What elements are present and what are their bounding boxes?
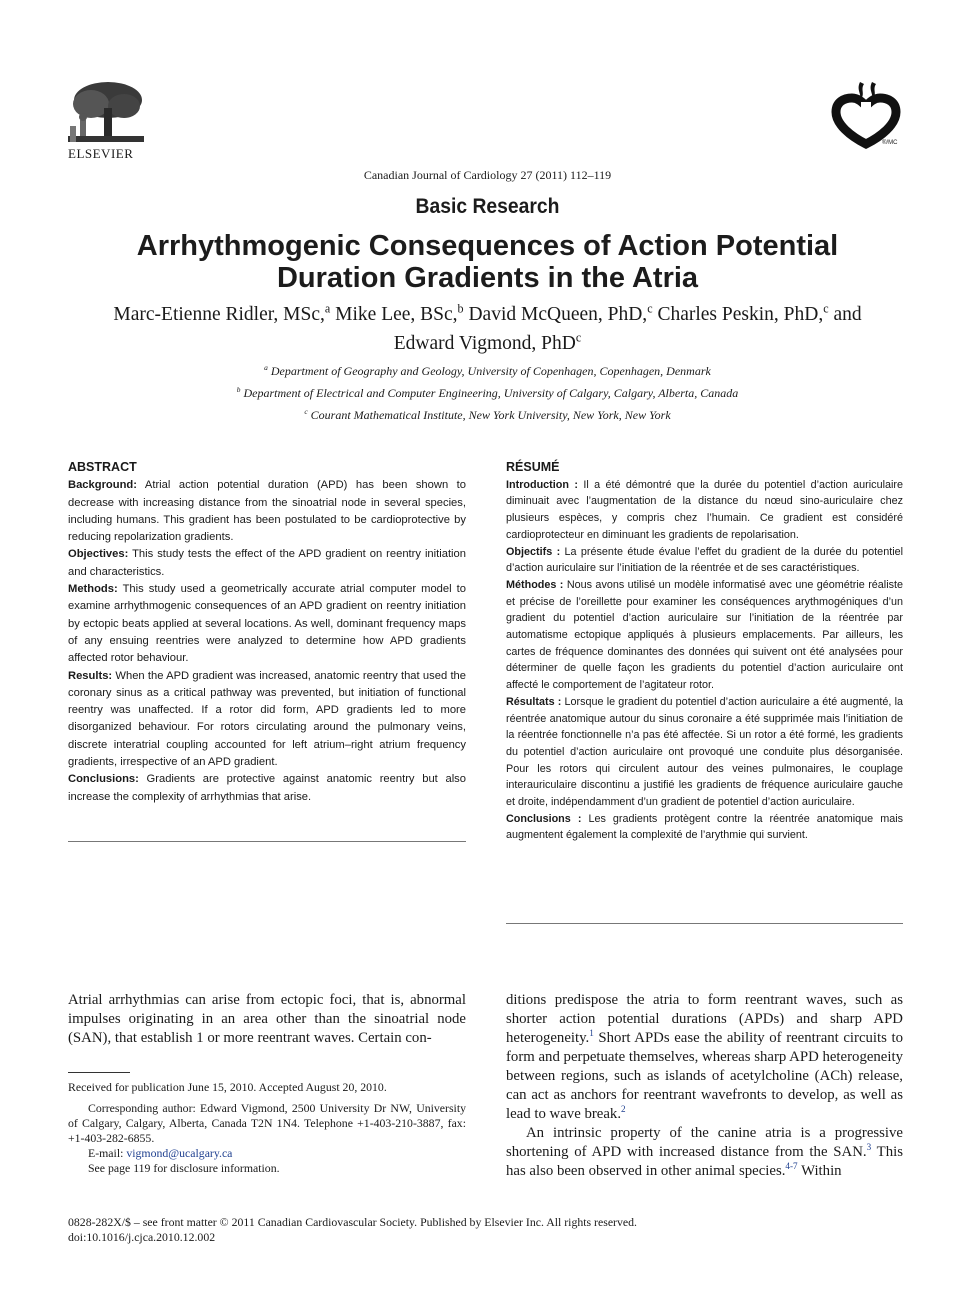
author: Edward Vigmond, PhD$^c$ (393, 330, 582, 354)
resume-heading: RÉSUMÉ (506, 460, 560, 474)
email-line: E-mail: vigmond@ucalgary.ca (88, 1146, 233, 1160)
footnote-rule (68, 1072, 130, 1073)
body-paragraph: Atrial arrhythmias can arise from ectopic foci, that is, abnormal impulses originating in an area other than the sinoatrial node (SAN), that establish 1 or more reentrant waves. Certain con- (68, 992, 466, 1046)
abstract-background: Background: Atrial action potential duration (APD) has been shown to decrease with increasing distance from the sinoatrial node in several species, including humans. This gradient has been postulated to be cardioprotective by reducing repolarization gradients. (68, 479, 466, 544)
corresponding-author: Corresponding author: Edward Vigmond, 2500 University Dr NW, University of Calgary, Calgary, Alberta, Canada T2N 1N4. Telephone +1-403-210-3887, fax: +1-403-282-6855. (68, 1101, 466, 1145)
journal-citation: Canadian Journal of Cardiology 27 (2011) 112–119 (363, 168, 612, 182)
abstract-section (68, 459, 466, 806)
doi-line: doi:10.1016/j.cjca.2010.12.002 (68, 1230, 216, 1244)
resume-conclusions: Conclusions : Les gradients protègent contre la réentrée anatomique mais augmentent également la complexité de l’arythmie qui survient. (506, 812, 903, 842)
publisher-name: ELSEVIER (68, 146, 134, 161)
body-paragraph: An intrinsic property of the canine atria is a progressive shortening of APD with increased distance from the SAN.$^3$ This has also been observed in other animal species.$^{4-7}$ Within (506, 1125, 903, 1179)
author: Marc-Etienne Ridler, MSc,$^a$ (113, 301, 331, 325)
abstract-divider (68, 841, 466, 842)
abstract-heading: ABSTRACT (68, 460, 137, 474)
tree-logo-graphic (66, 80, 146, 146)
reference-link[interactable]: 2 (621, 1104, 626, 1115)
resume-divider (506, 923, 903, 924)
author: Mike Lee, BSc,$^b$ (335, 301, 464, 325)
resume-section (506, 459, 903, 844)
author: Charles Peskin, PhD,$^c$ and (657, 301, 862, 325)
abstract-methods: Methods: This study used a geometrically accurate atrial computer model to examine arrhythmogenic consequences of an APD gradient on reentry initiation by ectopic beats applied at several locations. As well, dominant frequency maps of any ensuing reentries were analyzed to determine how APD gradients affected rotor behaviour. (68, 583, 466, 665)
copyright-line: 0828-282X/$ – see front matter © 2011 Canadian Cardiovascular Society. Published by Elsevier Inc. All rights reserved. (68, 1215, 637, 1229)
affiliation-a: $^a$ Department of Geography and Geology, University of Copenhagen, Copenhagen, Denmark (264, 363, 711, 378)
society-logo-mark: ®/MC (882, 140, 898, 146)
article-section-label: Basic Research (415, 195, 560, 218)
email-link[interactable]: vigmond@ucalgary.ca (126, 1146, 233, 1160)
page-footer (68, 1215, 637, 1245)
resume-introduction: Introduction : Il a été démontré que la durée du potentiel d’action auriculaire diminuait avec l’augmentation de la distance du nœud sino-auriculaire chez plusieurs espèces, y compris chez l’humain. Ce gradient est considéré cardioprotecteur en diminuant les gradients de repolarisation. (506, 478, 903, 541)
author: David McQueen, PhD,$^c$ (468, 301, 653, 325)
body-column-right (506, 991, 903, 1181)
article-title: Arrhythmogenic Consequences of Action Potential Duration Gradients in the Atria (136, 230, 839, 294)
abstract-results: Results: When the APD gradient was increased, anatomic reentry that used the coronary sinus as a critical pathway was prevented, but initiation of functional reentry was unaffected. If a rotor did form, APD gradients led to more disorganized behaviour. For rotors circulating around the pulmonary veins, discrete interatrial coupling accounted for left atrium–right atrium frequency gradients, irrespective of an APD gradient. (68, 669, 466, 769)
abstract-conclusions: Conclusions: Gradients are protective against anatomic reentry but also increase the complexity of arrhythmias that arise. (68, 773, 466, 803)
footnotes (68, 1080, 466, 1176)
received-date: Received for publication June 15, 2010. Accepted August 20, 2010. (68, 1080, 387, 1094)
body-column-left (68, 991, 466, 1048)
resume-methodes: Méthodes : Nous avons utilisé un modèle informatisé avec une géométrie réaliste et précise de l’oreillette pour examiner les conséquences arythmogéniques d’un gradient du potentiel d’action auriculaire sur l’initiation de la réentrée par automatisme ectopique appliqués à plusieurs emplacements. Par ailleurs, les cartes de fréquence dominantes des données qui suivent ont été analysées pour déterminer de quelle façon les gradients du potentiel d’action auriculaire ont affecté le comportement de l’agitateur rotor. (506, 578, 904, 692)
resume-objectifs: Objectifs : La présente étude évalue l’effet du gradient de la durée du potentiel d’action auriculaire sur l’initiation de la réentrée et de ses caractéristiques. (506, 545, 903, 575)
affiliation-b: $^b$ Department of Electrical and Computer Engineering, University of Calgary, Calgary, Alberta, Canada (236, 385, 739, 400)
reference-link[interactable]: 4-7 (785, 1161, 798, 1172)
reference-link[interactable]: 3 (866, 1142, 872, 1153)
disclosure-note: See page 119 for disclosure information. (88, 1161, 280, 1175)
ccs-society-logo (830, 78, 902, 150)
affiliation-c: $^c$ Courant Mathematical Institute, New York University, New York, New York (304, 407, 671, 422)
resume-resultats: Résultats : Lorsque le gradient du potentiel d’action auriculaire a été augmenté, la réentrée anatomique autour du sinus coronaire a été supprimée mais l’initiation de la réentrée fonctionnelle n’a pas été affectée. Si un rotor a été formé, les gradients du potentiel d’action auriculaire ont provoqué une conduite plus désorganisée. Pour les rotors qui circulent autour des veines pulmonaires, le couplage interauriculaire discontinu a justifié les gradients de fréquence auriculaire gauche et droite, indépendamment d’un gradient de potentiel d’action auriculaire. (506, 695, 903, 809)
reference-link[interactable]: 1 (589, 1028, 594, 1039)
author-list (70, 300, 905, 358)
body-paragraph: ditions predispose the atria to form reentrant waves, such as shorter action potential durations (APDs) and sharp APD heterogeneity.$^1$ Short APDs ease the ability of reentrant circuits to form and perpetuate themselves, whereas sharp APD heterogeneity between regions, such as islands of acetylcholine (ACh) release, can act as anchors for reentrant wavefronts to develop, as well as lead to wave break.$^2$ (506, 992, 903, 1122)
abstract-objectives: Objectives: This study tests the effect of the APD gradient on reentry initiation and characteristics. (68, 548, 466, 578)
